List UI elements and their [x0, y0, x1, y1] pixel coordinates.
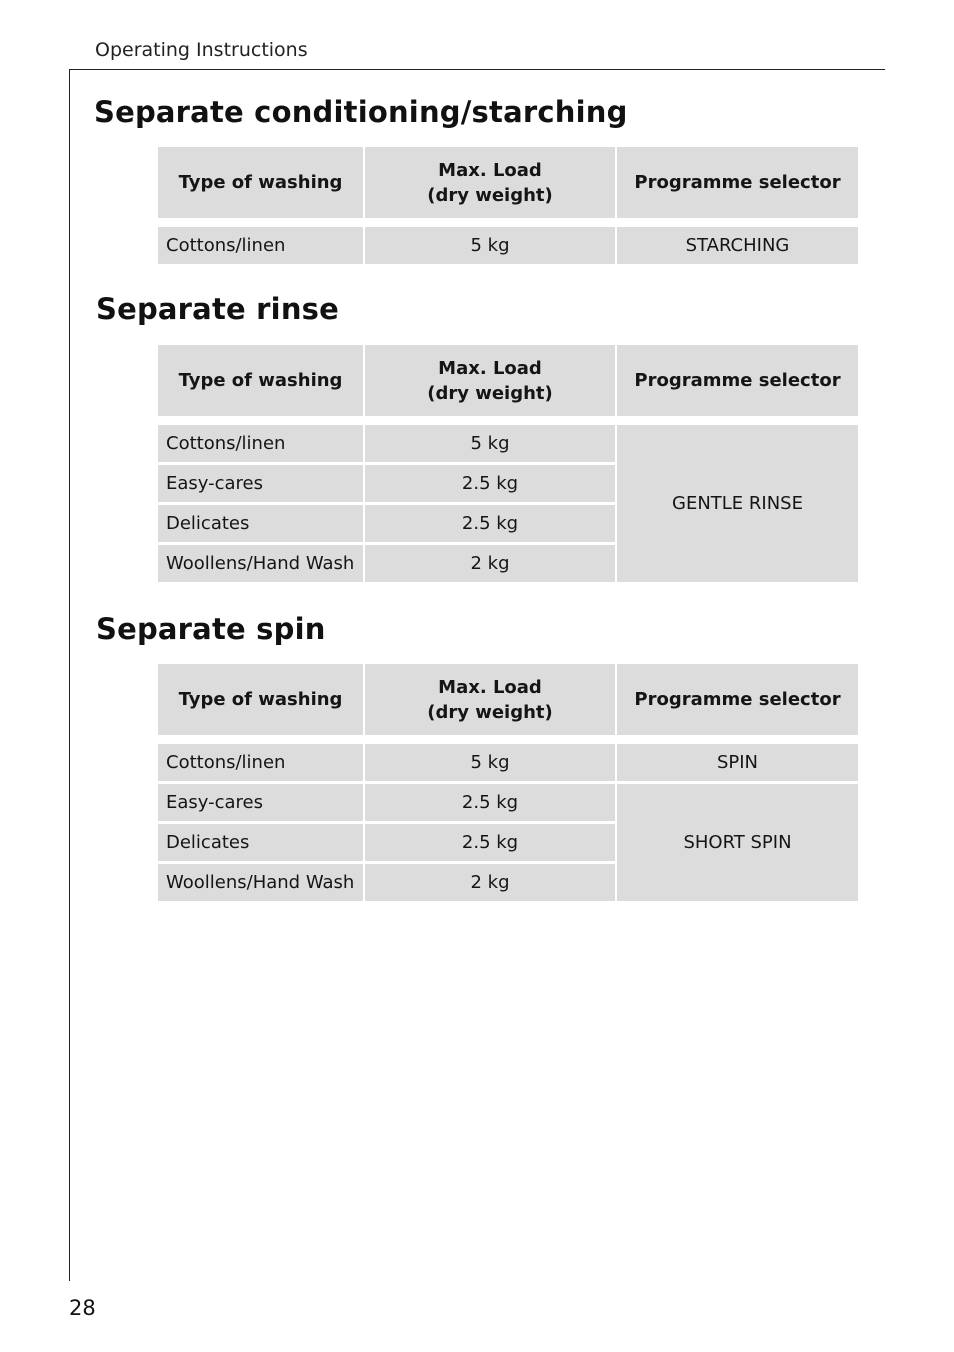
load-cell: 5 kg: [365, 227, 615, 264]
type-cell: Easy-cares: [158, 784, 363, 824]
type-cell: Cottons/linen: [158, 227, 363, 264]
header-type-of-washing: Type of washing: [158, 345, 363, 416]
load-cell: 2 kg: [365, 864, 615, 901]
header-spacer: [158, 416, 858, 425]
rinse-table: [156, 345, 860, 582]
conditioning-table: [156, 147, 860, 264]
programme-cell: SHORT SPIN: [617, 784, 858, 901]
table-row: [158, 425, 858, 465]
table-row: [158, 227, 858, 264]
type-cell: Cottons/linen: [158, 744, 363, 784]
header-max-load-line2: (dry weight): [427, 701, 553, 723]
load-cell: 2.5 kg: [365, 784, 615, 824]
header-max-load-line1: Max. Load: [438, 676, 542, 698]
header-programme-selector: Programme selector: [617, 147, 858, 218]
load-cell: 2.5 kg: [365, 824, 615, 864]
type-cell: Woollens/Hand Wash: [158, 545, 363, 582]
load-cell: 2 kg: [365, 545, 615, 582]
header-max-load: [365, 345, 615, 416]
header-max-load: [365, 664, 615, 735]
type-cell: Delicates: [158, 505, 363, 545]
load-cell: 2.5 kg: [365, 505, 615, 545]
table-row: [158, 744, 858, 784]
programme-cell: GENTLE RINSE: [617, 425, 858, 582]
page-number: 28: [69, 1296, 96, 1320]
programme-cell: SPIN: [617, 744, 858, 784]
table-header-row: [158, 664, 858, 735]
load-cell: 2.5 kg: [365, 465, 615, 505]
table-header-row: [158, 345, 858, 416]
header-programme-selector: Programme selector: [617, 664, 858, 735]
header-type-of-washing: Type of washing: [158, 664, 363, 735]
header-spacer: [158, 218, 858, 227]
header-rule: [69, 69, 885, 70]
section-title-spin: Separate spin: [96, 612, 326, 646]
header-max-load-line2: (dry weight): [427, 382, 553, 404]
table-header-row: [158, 147, 858, 218]
header-spacer: [158, 735, 858, 744]
section-title-rinse: Separate rinse: [96, 292, 339, 326]
running-header: Operating Instructions: [95, 39, 308, 61]
header-type-of-washing: Type of washing: [158, 147, 363, 218]
header-max-load: [365, 147, 615, 218]
section-title-conditioning: Separate conditioning/starching: [94, 95, 628, 129]
header-max-load-line2: (dry weight): [427, 184, 553, 206]
header-programme-selector: Programme selector: [617, 345, 858, 416]
type-cell: Woollens/Hand Wash: [158, 864, 363, 901]
load-cell: 5 kg: [365, 744, 615, 784]
margin-rule: [69, 69, 70, 1281]
type-cell: Cottons/linen: [158, 425, 363, 465]
type-cell: Delicates: [158, 824, 363, 864]
header-max-load-line1: Max. Load: [438, 357, 542, 379]
type-cell: Easy-cares: [158, 465, 363, 505]
programme-cell: STARCHING: [617, 227, 858, 264]
header-max-load-line1: Max. Load: [438, 159, 542, 181]
spin-table: [156, 664, 860, 901]
table-row: [158, 784, 858, 824]
load-cell: 5 kg: [365, 425, 615, 465]
